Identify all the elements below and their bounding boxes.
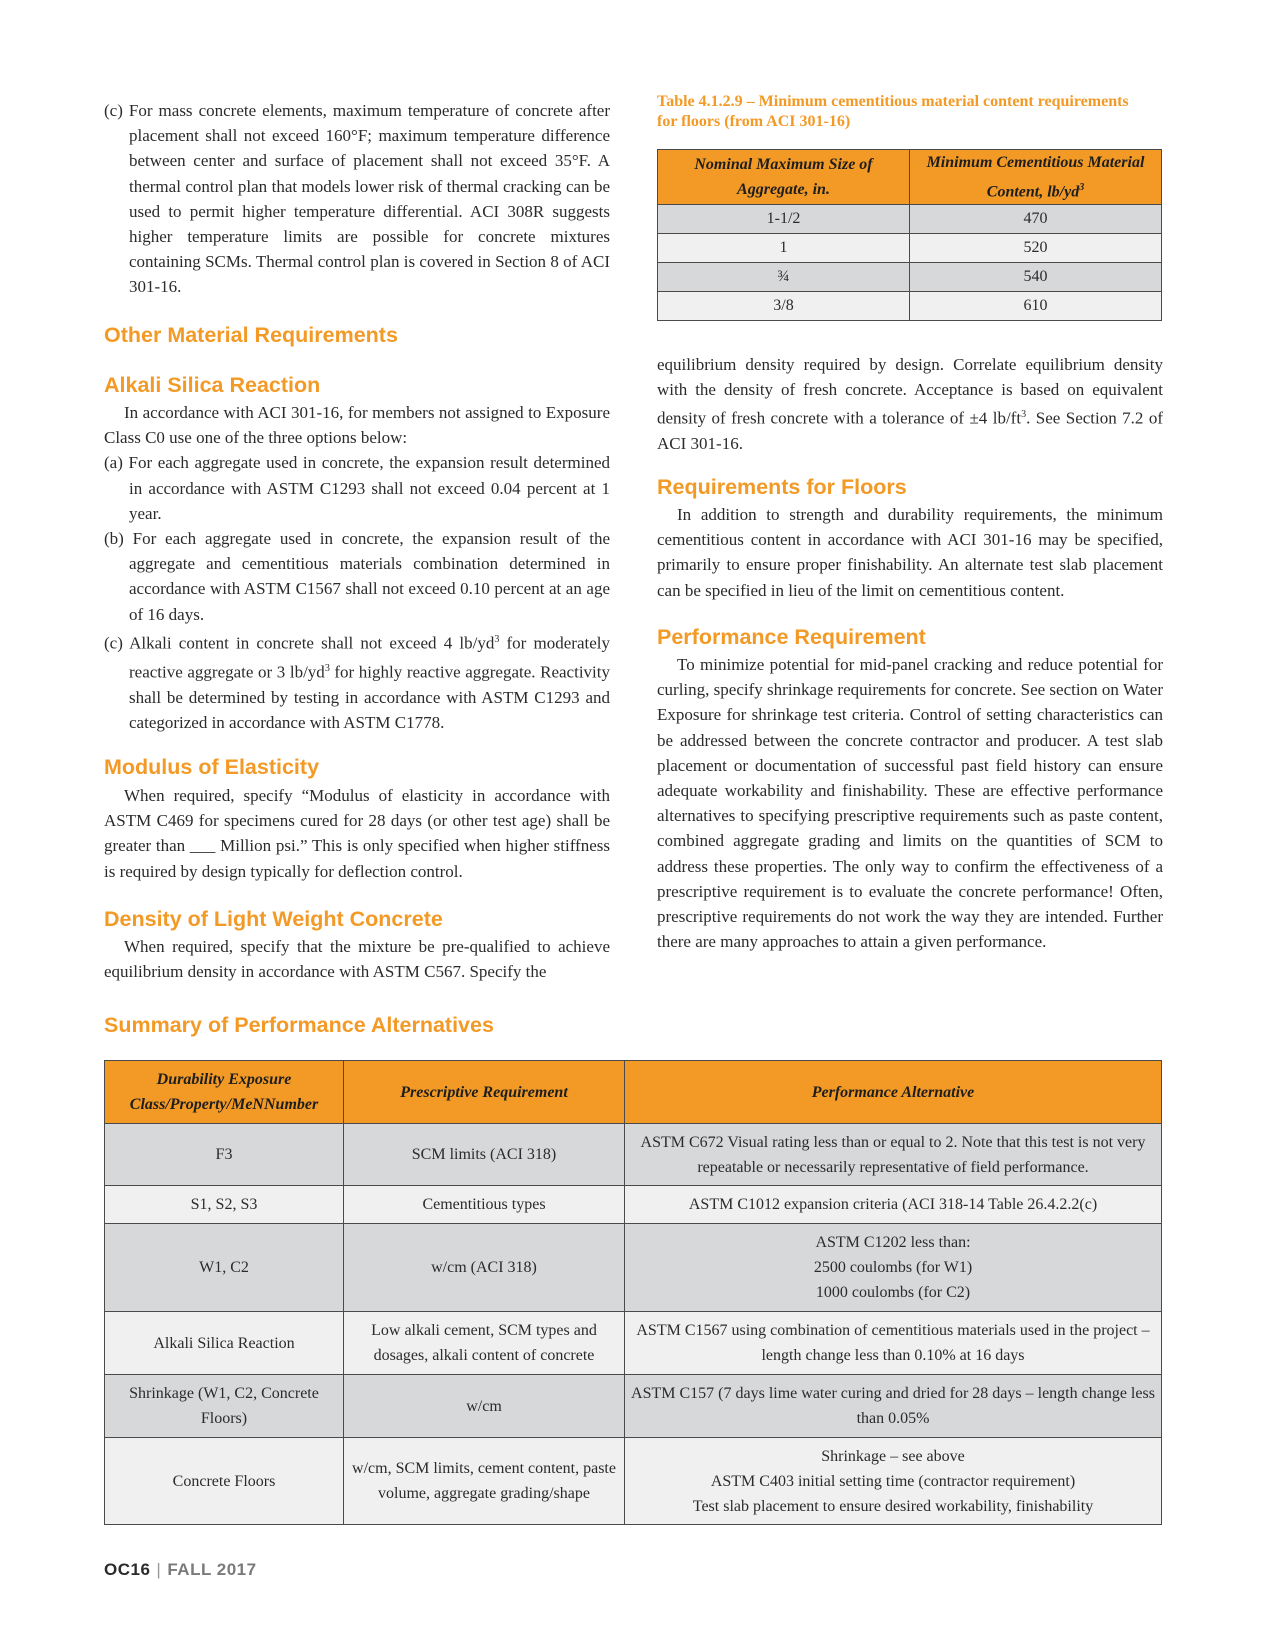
table-row (105, 1186, 1162, 1224)
floors-heading: Requirements for Floors (657, 475, 907, 499)
table-cell: Concrete Floors (105, 1438, 344, 1525)
table-cell: ASTM C1202 less than: 2500 coulombs (for W1) 1000 coulombs (for C2) (625, 1224, 1162, 1312)
summary-table (104, 1060, 1162, 1525)
table-row (105, 1224, 1162, 1312)
table-cell: Cementitious types (344, 1186, 625, 1224)
footer-separator: | (156, 1560, 162, 1579)
table-row (658, 263, 1162, 292)
table-cell: Shrinkage (W1, C2, Concrete Floors) (105, 1375, 344, 1438)
table-cell: SCM limits (ACI 318) (344, 1124, 625, 1186)
issue-season: FALL 2017 (167, 1560, 257, 1579)
asr-intro: In accordance with ACI 301-16, for members not assigned to Exposure Class C0 use one of the three options below: (104, 403, 610, 448)
asr-option-a: (a) For each aggregate used in concrete, the expansion result determined in accordance with ASTM C1293 shall not exceed 0.04 percent at 1 year. (104, 453, 610, 523)
table-cell: 1 (658, 234, 910, 263)
table-cell: 520 (910, 234, 1162, 263)
table-cell: S1, S2, S3 (105, 1186, 344, 1224)
summary-heading: Summary of Performance Alternatives (104, 1013, 494, 1037)
cementitious-table (657, 149, 1162, 321)
table-cell: 3/8 (658, 292, 910, 321)
left-para-c (104, 98, 610, 300)
density-section (104, 934, 610, 984)
density-continued (657, 352, 1163, 456)
asr-option-b: (b) For each aggregate used in concrete, the expansion result of the aggregate and cementitious materials combination determined in accordance with ASTM C1567 shall not exceed 0.10 percent at an age of 16 days. (104, 529, 610, 624)
table-header-content: Minimum Cementitious Material Content, $lb/yd^3$ (910, 150, 1162, 205)
table-cell: ASTM C672 Visual rating less than or equal to 2. Note that this test is not very repeatable or necessarily representative of field performance. (625, 1124, 1162, 1186)
table-row (658, 292, 1162, 321)
page-footer (104, 1560, 257, 1580)
other-material-heading: Other Material Requirements (104, 323, 398, 347)
table-cell: w/cm (ACI 318) (344, 1224, 625, 1312)
table-cell: 610 (910, 292, 1162, 321)
modulus-section (104, 783, 610, 884)
summary-header-performance: Performance Alternative (625, 1061, 1162, 1124)
table-cell: w/cm, SCM limits, cement content, paste volume, aggregate grading/shape (344, 1438, 625, 1525)
mass-concrete-paragraph: (c) For mass concrete elements, maximum temperature of concrete after placement shall not exceed 160°F; maximum temperature difference between center and surface of placement shall not exceed 35°F. A thermal control plan that models lower risk of thermal cracking can be used to permit higher temperature differential. ACI 308R suggests higher temperature limits are possible for concrete mixtures containing SCMs. Thermal control plan is covered in Section 8 of ACI 301-16. (104, 101, 610, 297)
table-cell: W1, C2 (105, 1224, 344, 1312)
table-cell: ASTM C157 (7 days lime water curing and dried for 28 days – length change less than 0.05% (625, 1375, 1162, 1438)
table-row (105, 1438, 1162, 1525)
table-row (658, 234, 1162, 263)
table-cell: Shrinkage – see above ASTM C403 initial setting time (contractor requirement) Test slab placement to ensure desired workability, finishability (625, 1438, 1162, 1525)
table-row (105, 1375, 1162, 1438)
summary-header-prescriptive: Prescriptive Requirement (344, 1061, 625, 1124)
table-row (658, 205, 1162, 234)
table-cell: 470 (910, 205, 1162, 234)
summary-header-durability: Durability Exposure Class/Property/MeNNumber (105, 1061, 344, 1124)
asr-heading: Alkali Silica Reaction (104, 373, 321, 397)
performance-text: To minimize potential for mid-panel cracking and reduce potential for curling, specify shrinkage requirements for concrete. See section on Water Exposure for shrinkage test criteria. Control of setting characteristics can be addressed between the concrete contractor and producer. A test slab placement or documentation of successful past field history can ensure adequate workability and finishability. These are effective performance alternatives to specifying prescriptive requirements such as paste content, combined aggregate grading and limits on the quantities of SCM to address these properties. The only way to confirm the effectiveness of a prescriptive requirement is to evaluate the concrete performance! Often, prescriptive requirements do not work the way they are intended. Further there are many approaches to attain a given performance. (657, 655, 1163, 952)
modulus-text: When required, specify “Modulus of elasticity in accordance with ASTM C469 for specimens cured for 28 days (or other test age) shall be greater than ___ Million psi.” This is only specified when higher stiffness is required by design typically for deflection control. (104, 786, 610, 881)
table-caption: Table 4.1.2.9 – Minimum cementitious material content requirements for floors (from ACI 301-16) (657, 93, 1129, 130)
page-number: OC16 (104, 1560, 151, 1579)
table-cell: 1-1/2 (658, 205, 910, 234)
table-cell: F3 (105, 1124, 344, 1186)
asr-section (104, 400, 610, 735)
asr-option-c: (c) Alkali content in concrete shall not exceed 4 $lb/yd^3$ for moderately reactive aggregate or 3 $lb/yd^3$ for highly reactive aggregate. Reactivity shall be determined by testing in accordance with ASTM C1293 and categorized in accordance with ASTM C1778. (104, 633, 610, 732)
table-cell: Low alkali cement, SCM types and dosages, alkali content of concrete (344, 1312, 625, 1375)
table-row (105, 1312, 1162, 1375)
table-row (105, 1124, 1162, 1186)
performance-section (657, 652, 1163, 954)
floors-section (657, 502, 1163, 603)
table-cell: w/cm (344, 1375, 625, 1438)
density-heading: Density of Light Weight Concrete (104, 907, 443, 931)
modulus-heading: Modulus of Elasticity (104, 755, 320, 779)
table-cell: ASTM C1012 expansion criteria (ACI 318-14 Table 26.4.2.2(c) (625, 1186, 1162, 1224)
table-header-aggregate: Nominal Maximum Size of Aggregate, in. (658, 150, 910, 205)
density-text: When required, specify that the mixture be pre-qualified to achieve equilibrium density in accordance with ASTM C567. Specify the (104, 937, 610, 982)
floors-text: In addition to strength and durability requirements, the minimum cementitious content in accordance with ACI 301-16 may be specified, primarily to ensure proper finishability. An alternate test slab placement can be specified in lieu of the limit on cementitious content. (657, 505, 1163, 600)
density-continued-text: equilibrium density required by design. Correlate equilibrium density with the density of fresh concrete. Acceptance is based on equivalent density of fresh concrete with a tolerance of ±4 $lb/ft^3$. See Section 7.2 of ACI 301-16. (657, 355, 1163, 454)
table-cell: ASTM C1567 using combination of cementitious materials used in the project – length change less than 0.10% at 16 days (625, 1312, 1162, 1375)
table-cell: 540 (910, 263, 1162, 292)
table-cell: Alkali Silica Reaction (105, 1312, 344, 1375)
performance-heading: Performance Requirement (657, 625, 926, 649)
table-cell: ¾ (658, 263, 910, 292)
